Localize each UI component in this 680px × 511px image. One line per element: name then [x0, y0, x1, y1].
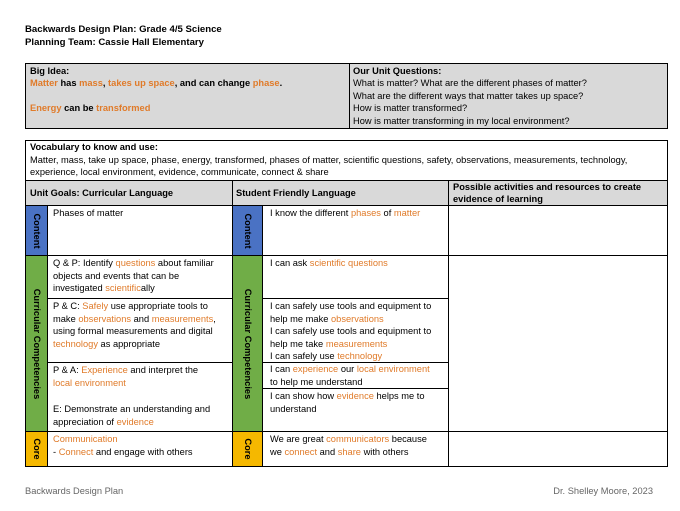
document-title: Backwards Design Plan: Grade 4/5 Science: [25, 24, 222, 35]
text-segment: P & A:: [53, 365, 82, 375]
text-segment: objects and events that can be: [53, 270, 180, 281]
text-segment: .: [279, 78, 283, 88]
text-line: [270, 390, 425, 403]
questions-heading: Our Unit Questions:: [353, 66, 442, 76]
highlighted-term: technology: [53, 338, 98, 349]
text-line: [270, 363, 430, 376]
student-core: [270, 433, 427, 458]
text-segment: make: [53, 313, 79, 324]
text-line: [53, 257, 214, 270]
footer-left: Backwards Design Plan: [25, 486, 124, 496]
text-line: [270, 446, 427, 459]
text-segment: our: [338, 364, 357, 374]
highlighted-term: measurements: [151, 313, 214, 324]
text-line: [53, 403, 210, 416]
highlighted-term: matter: [393, 208, 421, 218]
text-line: [53, 207, 123, 220]
band-content-left: Content: [26, 206, 47, 255]
text-segment: to help me understand: [270, 376, 363, 387]
text-line: [53, 416, 210, 429]
text-line: [53, 338, 216, 351]
student-pa: [270, 363, 430, 388]
highlighted-term: Connect: [58, 446, 94, 457]
vocab-line-2: experience, local environment, evidence, communicate, connect & share: [30, 167, 329, 177]
text-segment: ,: [102, 78, 109, 88]
text-segment: as appropriate: [97, 338, 160, 349]
goal-core: [53, 433, 193, 458]
student-content: [270, 207, 420, 220]
text-segment: ,: [213, 313, 216, 324]
rule-col-1: [232, 180, 233, 467]
text-line: [53, 282, 214, 295]
highlighted-term: observations: [78, 313, 132, 324]
text-line: [30, 77, 282, 90]
text-segment: appreciation of: [53, 416, 117, 427]
text-line: [53, 433, 193, 446]
text-line: [53, 377, 198, 390]
highlighted-term: transformed: [96, 103, 151, 113]
big-idea-line-2: [30, 102, 150, 115]
band-competencies-left: Curricular Competencies: [26, 256, 47, 431]
highlighted-term: observations: [330, 313, 384, 324]
goal-pc: [53, 300, 216, 350]
highlighted-term: takes up space: [108, 78, 175, 88]
rule-goals-qp: [47, 298, 232, 299]
column-student-header: Student Friendly Language: [236, 188, 356, 198]
text-line: [30, 102, 150, 115]
highlighted-term: share: [337, 446, 361, 457]
text-line: [270, 207, 420, 220]
text-segment: P & C:: [53, 301, 83, 311]
text-segment: using formal measurements and digital: [53, 326, 213, 337]
text-line: [270, 350, 431, 363]
goal-pa: [53, 364, 198, 389]
column-activities-header-2: evidence of learning: [453, 194, 543, 204]
highlighted-term: evidence: [116, 416, 154, 427]
highlighted-term: local environment: [53, 377, 126, 388]
text-segment: of: [380, 208, 394, 218]
column-activities-header-1: Possible activities and resources to create: [453, 181, 642, 192]
highlighted-term: mass: [79, 78, 103, 88]
text-line: [53, 325, 216, 338]
text-segment: -: [53, 446, 59, 457]
highlighted-term: experience: [292, 364, 339, 374]
text-line: [270, 325, 431, 338]
highlighted-term: Energy: [30, 103, 62, 113]
text-segment: we: [270, 446, 285, 457]
text-line: [270, 433, 427, 446]
text-segment: and interpret the: [127, 365, 199, 375]
text-segment: , and can change: [174, 78, 253, 88]
text-line: [270, 403, 425, 416]
question-3: How is matter transformed?: [353, 103, 468, 113]
text-segment: I can show how: [270, 391, 337, 401]
rule-content: [25, 255, 668, 256]
highlighted-term: technology: [337, 351, 383, 362]
text-segment: helps me to: [373, 391, 425, 401]
student-pc: [270, 300, 431, 363]
text-line: [53, 313, 216, 326]
goal-content: [53, 207, 123, 220]
goal-qp: [53, 257, 214, 295]
highlighted-term: questions: [115, 258, 156, 268]
text-line: [270, 338, 431, 351]
highlighted-term: Communication: [53, 434, 118, 444]
text-segment: ally: [140, 283, 155, 294]
footer-right: Dr. Shelley Moore, 2023: [553, 486, 653, 496]
text-segment: investigated: [53, 283, 106, 294]
question-4: How is matter transforming in my local environment?: [353, 115, 570, 126]
text-segment: I can: [270, 364, 293, 374]
highlighted-term: scientific: [105, 283, 141, 294]
text-line: [270, 376, 430, 389]
highlighted-term: phases: [350, 208, 381, 218]
text-segment: Q & P: Identify: [53, 258, 116, 268]
rule-band-left: [47, 206, 48, 467]
highlighted-term: Experience: [81, 365, 128, 375]
question-1: What is matter? What are the different phases of matter?: [353, 78, 587, 88]
vocab-heading: Vocabulary to know and use:: [30, 142, 158, 152]
text-line: [53, 270, 214, 283]
text-line: [270, 257, 388, 270]
planning-team: Planning Team: Cassie Hall Elementary: [25, 37, 204, 48]
text-segment: We are great: [270, 434, 327, 444]
highlighted-term: evidence: [336, 391, 374, 401]
rule-col-2: [448, 180, 449, 467]
text-segment: I know the different: [270, 208, 351, 218]
highlighted-term: measurements: [325, 338, 388, 349]
rule-band-right: [262, 206, 263, 467]
text-line: [53, 300, 216, 313]
text-line: [53, 364, 198, 377]
text-segment: and: [317, 446, 338, 457]
rule-student-qp: [262, 298, 448, 299]
highlighted-term: Safely: [82, 301, 109, 311]
text-segment: has: [57, 78, 80, 88]
rule-header: [25, 205, 668, 206]
text-line: [270, 313, 431, 326]
highlighted-term: Matter: [30, 78, 58, 88]
text-segment: help me make: [270, 313, 331, 324]
big-idea-divider: [349, 63, 350, 129]
band-core-right: Core: [233, 432, 262, 466]
rule-competencies: [25, 431, 668, 432]
question-2: What are the different ways that matter takes up space?: [353, 90, 584, 101]
student-e: [270, 390, 425, 415]
text-segment: I can safely use tools and equipment to: [270, 326, 432, 337]
text-segment: I can ask: [270, 258, 310, 268]
band-core-left: Core: [26, 432, 47, 466]
text-segment: I can safely use tools and equipment to: [270, 301, 432, 311]
band-competencies-right: Curricular Competencies: [233, 256, 262, 431]
text-segment: with others: [360, 446, 409, 457]
text-segment: I can safely use: [270, 351, 338, 362]
student-qp: [270, 257, 388, 270]
goal-e: [53, 403, 210, 428]
text-line: [270, 300, 431, 313]
text-segment: and: [131, 313, 152, 324]
big-idea-heading: Big Idea:: [30, 66, 70, 76]
text-segment: because: [389, 434, 427, 444]
rule-goals-pc: [47, 362, 232, 363]
text-segment: can be: [61, 103, 97, 113]
big-idea-line-1: [30, 77, 282, 90]
column-goals-header: Unit Goals: Curricular Language: [30, 188, 174, 198]
highlighted-term: scientific questions: [309, 258, 388, 268]
text-segment: help me take: [270, 338, 326, 349]
text-segment: about familiar: [155, 258, 214, 268]
vocab-line-1: Matter, mass, take up space, phase, energy, transformed, phases of matter, scientific questions, safety, observations, measurements, technology,: [30, 154, 628, 165]
highlighted-term: phase: [252, 78, 280, 88]
text-segment: E: Demonstrate an understanding and: [53, 404, 211, 414]
text-segment: Phases of matter: [53, 208, 124, 218]
text-line: [53, 446, 193, 459]
highlighted-term: local environment: [356, 364, 430, 374]
text-segment: understand: [270, 403, 317, 414]
text-segment: use appropriate tools to: [108, 301, 208, 311]
highlighted-term: communicators: [326, 434, 390, 444]
band-content-right: Content: [233, 206, 262, 255]
highlighted-term: connect: [284, 446, 318, 457]
text-segment: and engage with others: [93, 446, 193, 457]
